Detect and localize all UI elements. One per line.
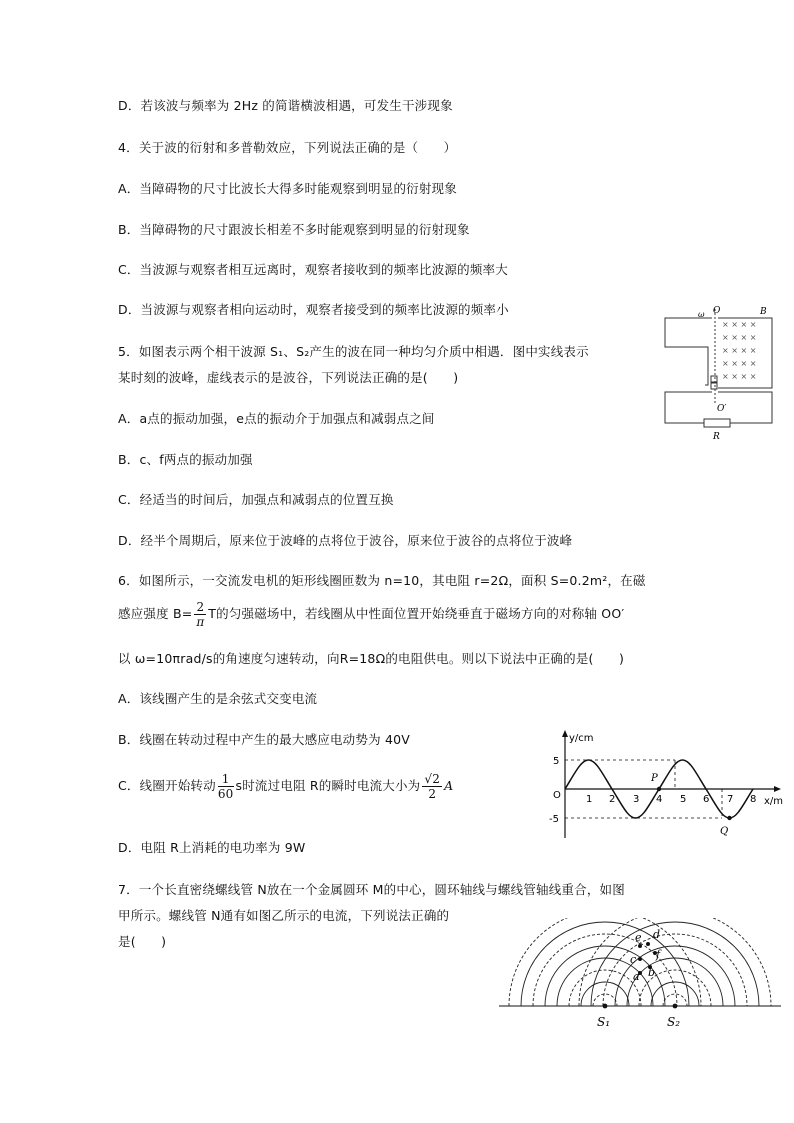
q6-option-c bbox=[118, 772, 453, 801]
x-tick-3: 3 bbox=[633, 794, 640, 805]
svg-text:× × × ×: × × × × bbox=[722, 346, 757, 355]
field-label-b: B bbox=[760, 307, 767, 317]
q6-option-d: D．电阻 R上消耗的电功率为 9W bbox=[118, 840, 306, 855]
b-fraction-num: 2 bbox=[196, 600, 205, 614]
q6-b-label: 感应强度 B= bbox=[118, 606, 193, 621]
x-tick-1: 1 bbox=[586, 794, 593, 805]
q4-option-d: D．当波源与观察者相向运动时，观察者接受到的频率比波源的频率小 bbox=[118, 302, 509, 317]
q7-stem-line3: 是( ) bbox=[118, 934, 167, 949]
origin-label: O bbox=[553, 790, 561, 801]
x-axis-label: x/m bbox=[764, 796, 784, 807]
axis-label-o: O bbox=[713, 306, 721, 316]
y-axis-label: y/cm bbox=[569, 733, 594, 744]
x-tick-2: 2 bbox=[609, 794, 616, 805]
generator-figure bbox=[660, 305, 780, 445]
q5-option-b: B．c、f两点的振动加强 bbox=[118, 452, 253, 467]
q4-option-b: B．当障碍物的尺寸跟波长相差不多时能观察到明显的衍射现象 bbox=[118, 222, 470, 237]
b-fraction bbox=[194, 600, 206, 629]
q5-option-a: A．a点的振动加强，e点的振动介于加强点和减弱点之间 bbox=[118, 411, 435, 426]
b-fraction-den: π bbox=[196, 615, 205, 629]
y-tick-bottom: -5 bbox=[549, 814, 559, 825]
source-s1-label: S₁ bbox=[597, 1015, 611, 1029]
x-tick-8: 8 bbox=[750, 794, 757, 805]
y-tick-top: 5 bbox=[553, 756, 560, 767]
point-a: a bbox=[633, 970, 640, 983]
point-b: b bbox=[648, 966, 656, 979]
q5-option-c: C．经适当的时间后，加强点和减弱点的位置互换 bbox=[118, 492, 394, 507]
q7-stem-line1: 7．一个长直密绕螺线管 N放在一个金属圆环 M的中心，圆环轴线与螺线管轴线重合，如图 bbox=[118, 882, 625, 897]
time-fraction bbox=[218, 772, 234, 801]
q3-option-d: D．若该波与频率为 2Hz 的简谐横波相遇，可发生干涉现象 bbox=[118, 98, 453, 113]
q5-option-d: D．经半个周期后，原来位于波峰的点将位于波谷，原来位于波谷的点将位于波峰 bbox=[118, 533, 573, 548]
q6-stem-line2 bbox=[118, 600, 624, 629]
source-s2-label: S₂ bbox=[667, 1015, 681, 1029]
x-tick-4: 4 bbox=[656, 794, 663, 805]
svg-text:× × × ×: × × × × bbox=[722, 320, 757, 329]
point-c: c bbox=[630, 953, 637, 966]
current-fraction-num: √2 bbox=[424, 772, 441, 786]
svg-text:× × × ×: × × × × bbox=[722, 359, 757, 368]
q6c-prefix: C．线圈开始转动 bbox=[118, 778, 216, 793]
q5-stem-line1: 5．如图表示两个相干波源 S₁、S₂产生的波在同一种均匀介质中相遇．图中实线表示 bbox=[118, 344, 589, 359]
omega-label: ω bbox=[698, 310, 705, 319]
x-tick-5: 5 bbox=[680, 794, 687, 805]
point-d: d bbox=[653, 928, 661, 941]
time-fraction-num: 1 bbox=[218, 772, 234, 787]
point-p-label: P bbox=[651, 773, 658, 784]
time-fraction-den: 60 bbox=[217, 787, 234, 801]
q4-stem: 4．关于波的衍射和多普勒效应，下列说法正确的是（ ） bbox=[118, 140, 457, 155]
point-e: e bbox=[635, 931, 642, 944]
q6-stem-line2-rest: T的匀强磁场中，若线圈从中性面位置开始绕垂直于磁场方向的对称轴 OO′ bbox=[208, 606, 625, 621]
q6-option-b: B．线圈在转动过程中产生的最大感应电动势为 40V bbox=[118, 732, 411, 747]
svg-text:× × × ×: × × × × bbox=[722, 333, 757, 342]
q7-stem-line2: 甲所示。螺线管 N通有如图乙所示的电流，下列说法正确的 bbox=[118, 908, 450, 923]
x-tick-7: 7 bbox=[727, 794, 734, 805]
q6-option-a: A．该线圈产生的是余弦式交变电流 bbox=[118, 691, 318, 706]
svg-text:× × × ×: × × × × bbox=[722, 372, 757, 381]
q4-option-a: A．当障碍物的尺寸比波长大得多时能观察到明显的衍射现象 bbox=[118, 181, 457, 196]
q6c-middle: s时流过电阻 R的瞬时电流大小为 bbox=[235, 778, 421, 793]
wave-graph-figure bbox=[545, 728, 785, 850]
q5-stem-line2: 某时刻的波峰，虚线表示的是波谷，下列说法正确的是( ) bbox=[118, 370, 459, 385]
resistor-label-r: R bbox=[713, 432, 720, 442]
interference-figure bbox=[495, 918, 785, 1030]
axis-label-o-prime: O′ bbox=[717, 404, 727, 414]
q6-stem-line1: 6．如图所示，一交流发电机的矩形线圈匝数为 n=10，其电阻 r=2Ω，面积 S=0.2m²，在磁 bbox=[118, 573, 646, 588]
x-tick-6: 6 bbox=[703, 794, 710, 805]
current-fraction bbox=[422, 772, 442, 801]
point-f: f bbox=[656, 948, 661, 961]
current-fraction-den: 2 bbox=[428, 787, 437, 801]
q6-stem-line3: 以 ω=10πrad/s的角速度匀速转动，向R=18Ω的电阻供电。则以下说法中正确的是( ) bbox=[118, 651, 625, 666]
q6c-unit: A bbox=[444, 778, 454, 793]
point-q-label: Q bbox=[720, 826, 729, 837]
q4-option-c: C．当波源与观察者相互远离时，观察者接收到的频率比波源的频率大 bbox=[118, 262, 508, 277]
